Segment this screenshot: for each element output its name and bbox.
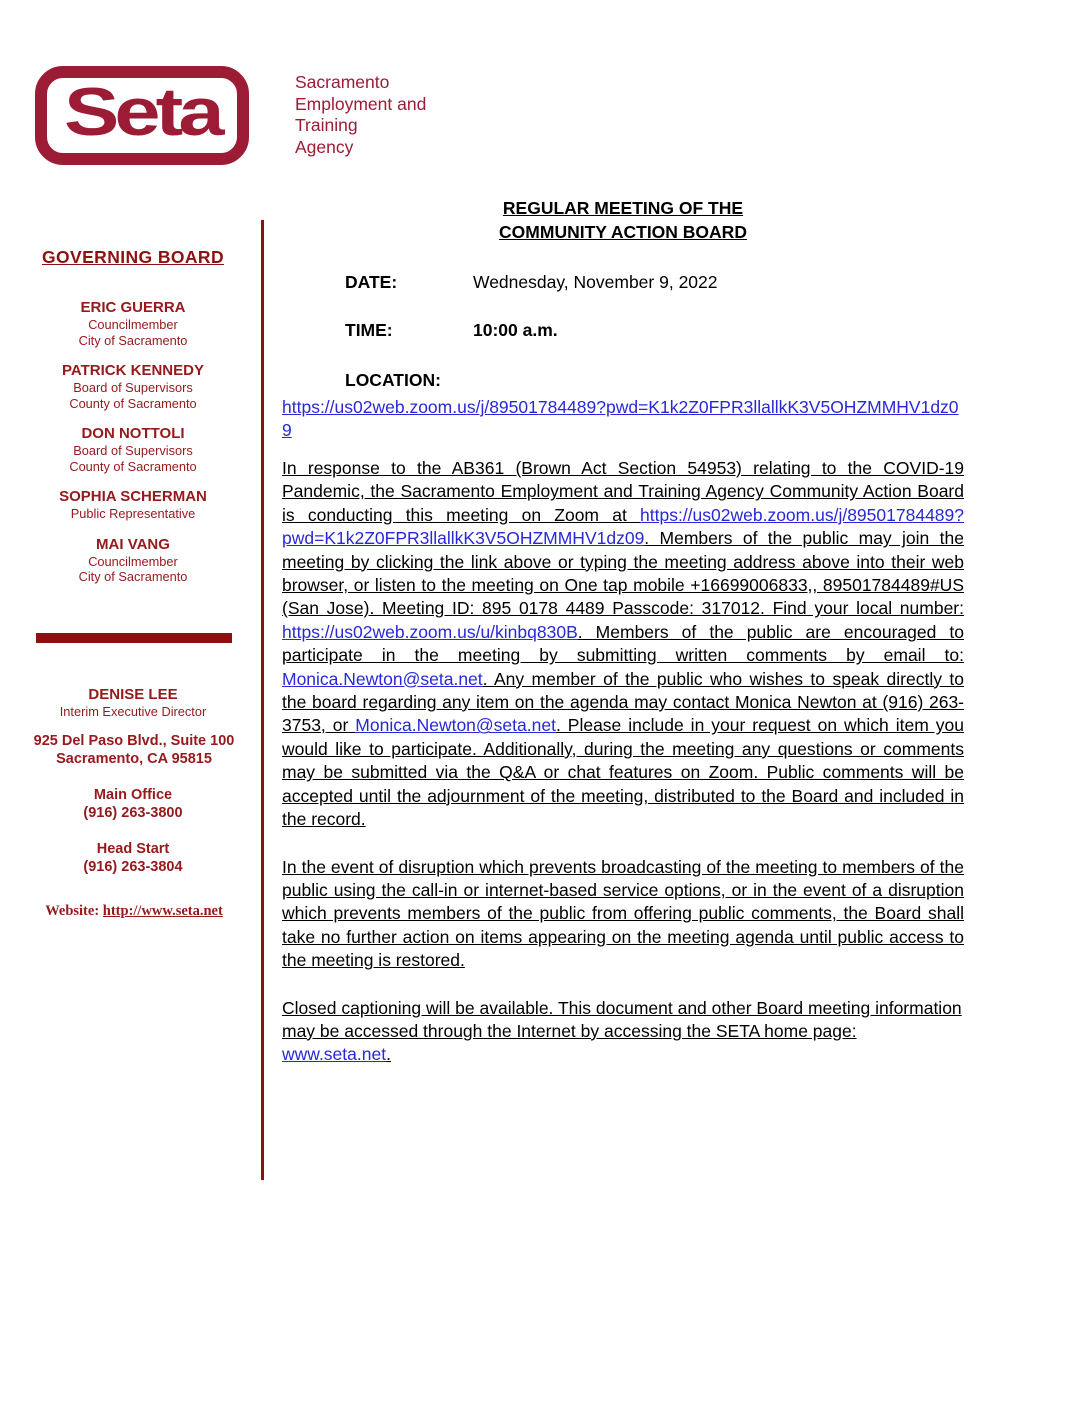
governing-board-list	[28, 298, 238, 598]
main-office-contact	[28, 787, 238, 822]
website-line	[12, 903, 256, 920]
inline-link[interactable]: https://us02web.zoom.us/u/kinbq830B	[282, 621, 578, 642]
address-line: 925 Del Paso Blvd., Suite 100	[33, 733, 235, 749]
agency-name-line: Training	[295, 115, 358, 135]
paragraph-text: In response to the AB361 (Brown Act Section 54953) relating to the COVID-19 Pandemic, the Sacramento Employment and Training Agency Community Action Board is conducting this meeting on Zoom at	[282, 458, 964, 525]
seta-logo-wordmark: Seta	[64, 73, 220, 150]
board-member-detail: Public Representative	[70, 506, 196, 521]
address-line: Sacramento, CA 95815	[56, 750, 212, 767]
location-label: LOCATION:	[345, 370, 441, 390]
head-start-contact	[28, 841, 238, 876]
agency-name-line: Employment and	[295, 93, 427, 114]
body-paragraphs	[282, 457, 964, 1091]
page-title-line: REGULAR MEETING OF THE	[502, 198, 744, 218]
sidebar-divider	[36, 633, 232, 643]
board-member-name: MAI VANG	[96, 535, 170, 553]
column-rule	[261, 220, 264, 1180]
page-title	[282, 197, 964, 244]
website-label: Website:	[45, 903, 100, 919]
paragraph-text: . Any member of the public who wishes to speak directly to the board regarding any item on the agenda may contact Monica Newton at (916) 263-3753, or	[282, 668, 964, 736]
seta-logo	[35, 66, 249, 165]
paragraph-1	[282, 457, 964, 832]
paragraph-text: . Members of the public are encouraged to participate in the meeting by submitting written comments by email to:	[282, 621, 964, 666]
governing-board-heading: GOVERNING BOARD	[42, 247, 224, 267]
executive-director-title: Interim Executive Director	[59, 704, 207, 719]
paragraph-text: .	[386, 1044, 391, 1065]
page-title-line: COMMUNITY ACTION BOARD	[499, 221, 747, 242]
board-member	[28, 487, 238, 522]
paragraph-text: . Please include in your request on which item you would like to participate. Additionally, during the meeting any questions or comments may be submitted via the Q&A or chat features on Zoom. Public comments will be accepted until the adjournment of the meeting, distributed to the Board and included in the record.	[282, 715, 965, 830]
executive-director-name: DENISE LEE	[88, 686, 178, 703]
contact-label: Head Start	[96, 841, 170, 857]
contact-phone: (916) 263-3800	[83, 804, 183, 821]
board-member	[28, 298, 238, 348]
board-member-detail: Councilmember	[88, 317, 178, 332]
agency-name-line: Sacramento	[295, 72, 390, 92]
meeting-location-row	[345, 370, 965, 391]
agency-name	[295, 72, 426, 158]
board-member	[28, 535, 238, 585]
date-label: DATE:	[345, 272, 398, 292]
paragraph-text: Closed captioning will be available. This document and other Board meeting information may be accessed through the Internet by accessing the SETA home page:	[282, 997, 962, 1041]
board-member-detail: Board of Supervisors	[73, 380, 193, 395]
paragraph-2	[282, 856, 964, 973]
meeting-time-row	[345, 320, 965, 341]
board-member	[28, 424, 238, 474]
time-value: 10:00 a.m.	[473, 320, 558, 340]
board-member-name: DON NOTTOLI	[81, 425, 185, 442]
contact-label: Main Office	[93, 787, 173, 803]
website-link[interactable]: http://www.seta.net	[102, 903, 223, 919]
contact-phone: (916) 263-3804	[83, 858, 183, 875]
paragraph-text: . Members of the public may join the meeting by clicking the link above or typing the meeting address above into their web browser, or listen to the meeting on One tap mobile +16699006833,, 89501784489#US (San Jose). Meeting ID: 895 0178 4489 Passcode: 317012. Find your local number:	[282, 528, 964, 619]
meeting-date-row	[345, 272, 965, 293]
board-member-name: PATRICK KENNEDY	[62, 362, 204, 379]
inline-link[interactable]: https://us02web.zoom.us/j/89501784489?pwd=K1k2Z0FPR3llallkK3V5OHZMMHV1dz09	[282, 504, 964, 549]
agency-address	[12, 733, 256, 768]
inline-link[interactable]: Monica.Newton@seta.net	[282, 668, 483, 689]
paragraph-text: In the event of disruption which prevents broadcasting of the meeting to members of the public using the call-in or internet-based service options, or in the event of a disruption which prevents members of the public from offering public comments, the Board shall take no further action on items appearing on the meeting agenda until public access to the meeting is restored.	[282, 856, 964, 971]
date-value: Wednesday, November 9, 2022	[473, 272, 718, 292]
executive-director	[28, 685, 238, 720]
board-member-detail: Board of Supervisors	[73, 443, 193, 458]
board-member-name: ERIC GUERRA	[80, 299, 186, 316]
time-label: TIME:	[345, 320, 393, 340]
board-member-detail: Councilmember	[88, 553, 178, 569]
inline-link[interactable]: www.seta.net	[282, 1044, 387, 1065]
paragraph-3	[282, 997, 964, 1067]
board-member-detail: City of Sacramento	[78, 332, 188, 348]
board-member	[28, 361, 238, 411]
board-member-detail: County of Sacramento	[69, 458, 197, 474]
agency-name-line: Agency	[295, 136, 354, 157]
board-member-name: SOPHIA SCHERMAN	[59, 488, 207, 505]
zoom-meeting-link[interactable]: https://us02web.zoom.us/j/89501784489?pwd=K1k2Z0FPR3llallkK3V5OHZMMHV1dz09	[282, 397, 959, 441]
inline-link[interactable]: Monica.Newton@seta.net	[355, 715, 556, 736]
zoom-meeting-link-block	[282, 396, 964, 443]
board-member-detail: City of Sacramento	[78, 569, 188, 584]
board-member-detail: County of Sacramento	[69, 395, 197, 411]
